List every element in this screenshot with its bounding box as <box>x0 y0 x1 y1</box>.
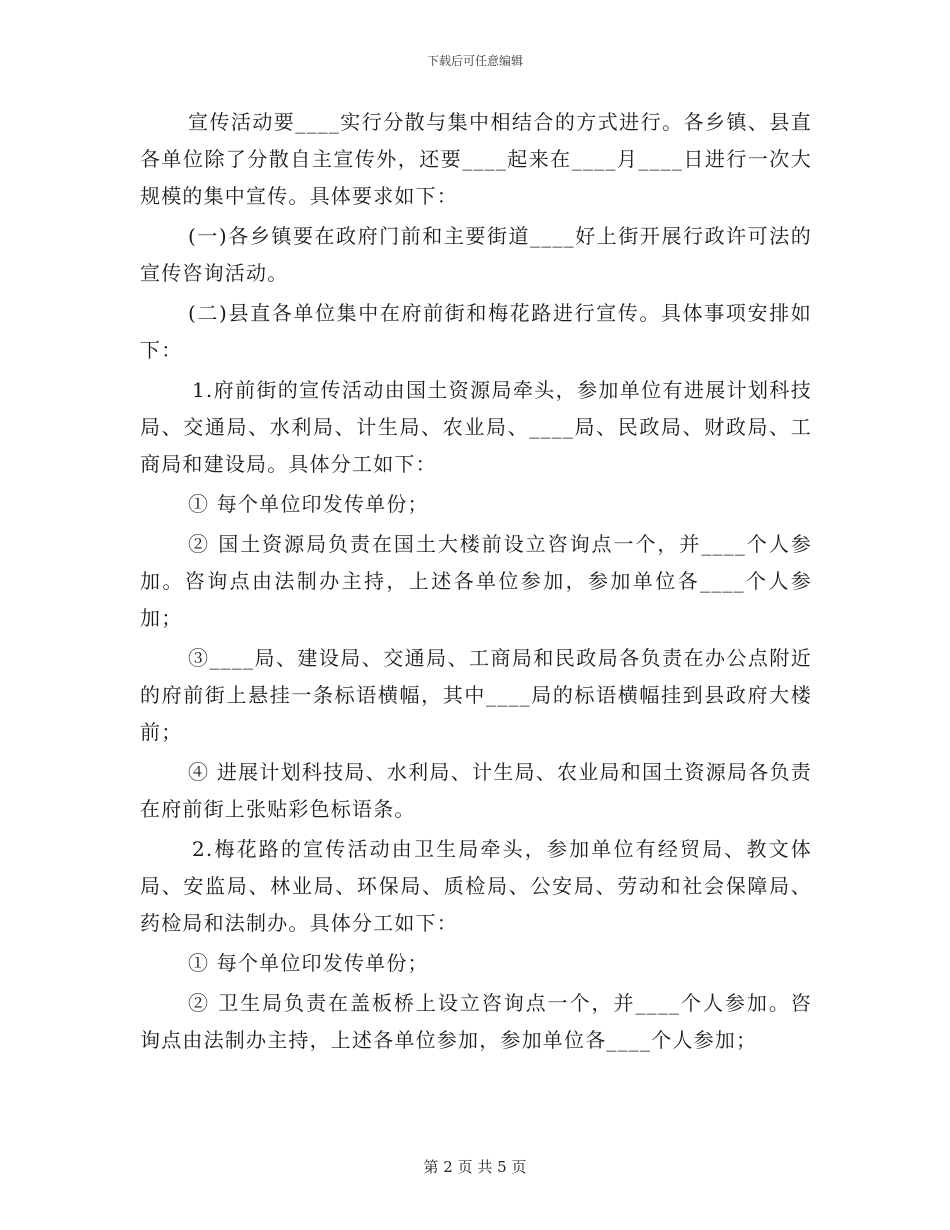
paragraph-section-1: (一)各乡镇要在政府门前和主要街道____好上街开展行政许可法的宣传咨询活动。 <box>140 224 812 285</box>
paragraph-intro: 宣传活动要____实行分散与集中相结合的方式进行。各乡镇、县直各单位除了分散自主宣传外，还要____起来在____月____日进行一次大规模的集中宣传。具体要求如下： <box>140 110 812 208</box>
page-header-note: 下载后可任意编辑 <box>426 54 523 68</box>
paragraph-item-1-4: ④ 进展计划科技局、水利局、计生局、农业局和国土资源局各负责在府前街上张贴彩色标语条。 <box>140 760 812 821</box>
paragraph-item-1-3: ③____局、建设局、交通局、工商局和民政局各负责在办公点附近的府前街上悬挂一条标语横幅，其中____局的标语横幅挂到县政府大楼前； <box>140 646 812 744</box>
paragraph-item-2-1: ① 每个单位印发传单份； <box>188 951 429 975</box>
page-number: 第 2 页 共 5 页 <box>423 1158 527 1176</box>
paragraph-item-1-1: ① 每个单位印发传单份； <box>188 492 429 516</box>
document-body <box>140 104 812 1062</box>
paragraph-item-2: 2.梅花路的宣传活动由卫生局牵头，参加单位有经贸局、教文体局、安监局、林业局、环保局、质检局、公安局、劳动和社会保障局、药检局和法制办。具体分工如下： <box>140 837 812 935</box>
paragraph-item-1: 1.府前街的宣传活动由国土资源局牵头，参加单位有进展计划科技局、交通局、水利局、计生局、农业局、____局、民政局、财政局、工商局和建设局。具体分工如下： <box>140 378 812 476</box>
paragraph-item-2-2: ② 卫生局负责在盖板桥上设立咨询点一个，并____个人参加。咨询点由法制办主持，上述各单位参加，参加单位各____个人参加； <box>140 991 812 1052</box>
paragraph-section-2: (二)县直各单位集中在府前街和梅花路进行宣传。具体事项安排如下： <box>140 301 812 362</box>
paragraph-item-1-2: ② 国土资源局负责在国土大楼前设立咨询点一个，并____个人参加。咨询点由法制办主持，上述各单位参加，参加单位各____个人参加； <box>140 532 812 630</box>
